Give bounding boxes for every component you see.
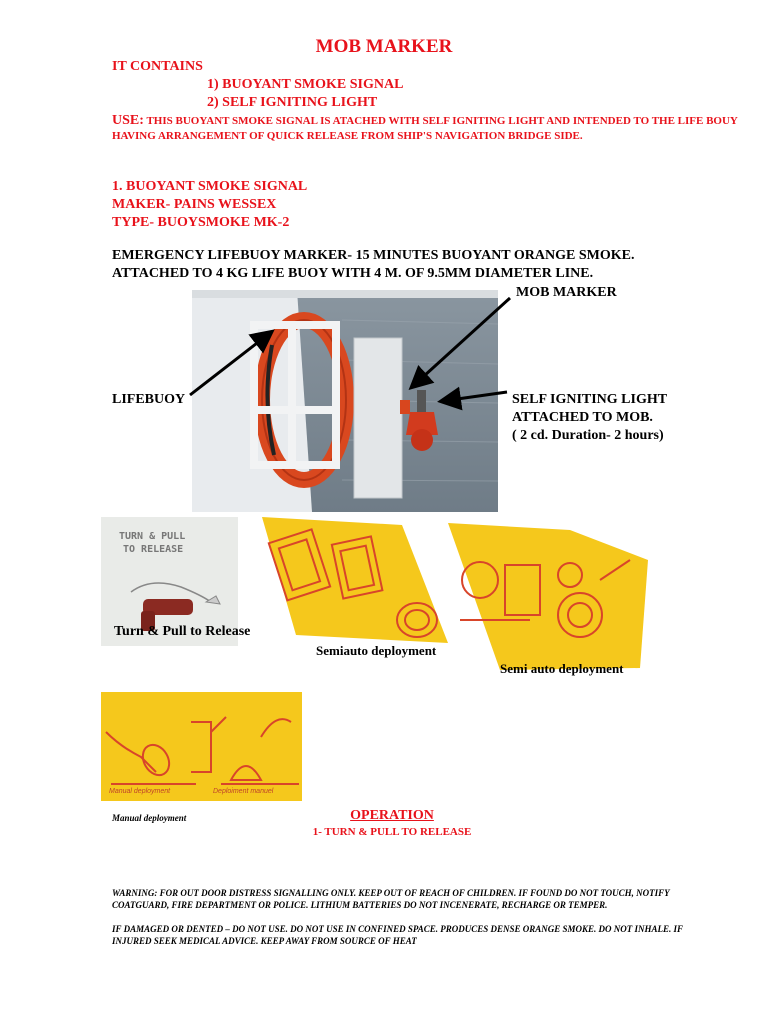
- warning-paragraph-1: WARNING: FOR OUT DOOR DISTRESS SIGNALLING ONLY. KEEP OUT OF REACH OF CHILDREN. IF FOUND DO NOT TOUCH, NOTIFY COATGUARD, FIRE DEPARTMENT OR POLICE. LITHIUM BATTERIES DO NOT INCENERATE, RECHARGE OR TEMPER.: [112, 888, 670, 910]
- operation-heading: OPERATION: [350, 808, 434, 823]
- semi-auto-sticker-photo: [440, 520, 650, 675]
- manual-caption: Manual deployment: [112, 813, 187, 823]
- contains-item-2: 2) SELF IGNITING LIGHT: [207, 95, 378, 110]
- turn-pull-caption: Turn & Pull to Release: [114, 624, 251, 639]
- contains-item-1: 1) BUOYANT SMOKE SIGNAL: [207, 77, 404, 92]
- page-title: MOB MARKER: [315, 36, 453, 57]
- manual-sticker-text-left: Manual deployment: [109, 788, 171, 795]
- arrow-to-mob: [413, 298, 510, 386]
- semiauto-sticker-photo: [252, 515, 448, 655]
- arrow-to-lifebuoy: [190, 333, 270, 395]
- semiauto-caption-1: Semiauto deployment: [316, 643, 437, 658]
- sign-line-1: TURN & PULL: [119, 531, 186, 542]
- type-line: TYPE- BUOYSMOKE MK-2: [112, 215, 290, 230]
- semiauto-caption-2: Semi auto deployment: [500, 661, 624, 676]
- contains-heading: IT CONTAINS: [112, 59, 203, 74]
- emergency-line-2: ATTACHED TO 4 KG LIFE BUOY WITH 4 M. OF 9.5MM DIAMETER LINE.: [112, 266, 594, 281]
- maker-line: MAKER- PAINS WESSEX: [112, 197, 277, 212]
- operation-step-1: 1- TURN & PULL TO RELEASE: [312, 826, 472, 838]
- lifebuoy-label: LIFEBUOY: [112, 392, 186, 407]
- manual-deployment-sticker-photo: [101, 692, 302, 801]
- light-label-line-1: SELF IGNITING LIGHT: [512, 392, 668, 407]
- use-label: USE:: [112, 113, 144, 128]
- emergency-line-1: EMERGENCY LIFEBUOY MARKER- 15 MINUTES BUOYANT ORANGE SMOKE.: [112, 248, 635, 263]
- manual-sticker-text-right: Deploiment manuel: [213, 788, 274, 795]
- sign-line-2: TO RELEASE: [123, 544, 184, 555]
- use-text: THIS BUOYANT SMOKE SIGNAL IS ATACHED WITH SELF IGNITING LIGHT AND INTENDED TO THE LIFE BOUY HAVING ARRANGEMENT OF QUICK RELEASE FROM SHIP'S NAVIGATION BRIDGE SIDE.: [112, 115, 738, 142]
- arrow-to-light: [443, 392, 507, 401]
- turn-pull-sign: [119, 530, 185, 556]
- section-heading: 1. BUOYANT SMOKE SIGNAL: [112, 179, 308, 194]
- light-label-line-2: ATTACHED TO MOB.: [512, 410, 653, 425]
- mob-marker-label: MOB MARKER: [516, 285, 617, 300]
- light-label-line-3: ( 2 cd. Duration- 2 hours): [512, 428, 664, 443]
- warning-paragraph-2: IF DAMAGED OR DENTED – DO NOT USE. DO NOT USE IN CONFINED SPACE. PRODUCES DENSE ORANGE SMOKE. DO NOT INHALE. IF INJURED SEEK MEDICAL ADVICE. KEEP AWAY FROM SOURCE OF HEAT: [112, 924, 683, 946]
